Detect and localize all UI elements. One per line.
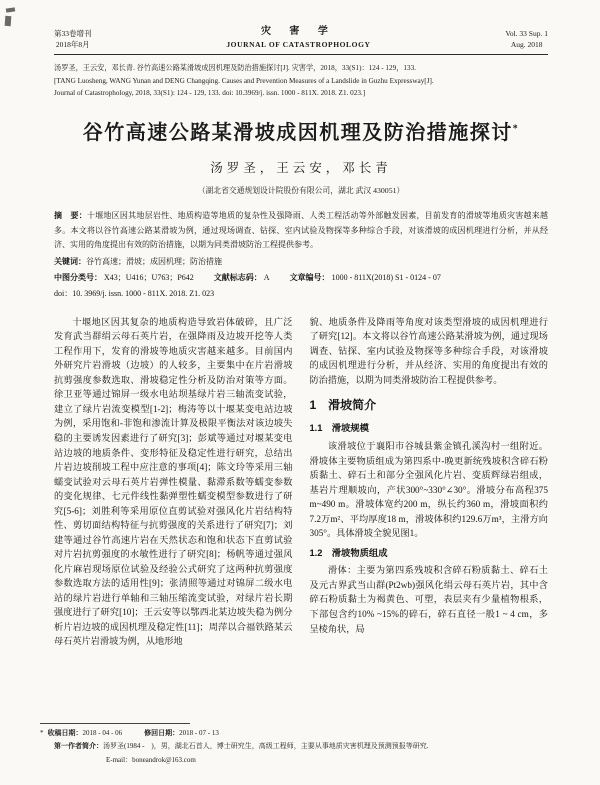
right-column bbox=[310, 315, 549, 717]
keywords-text: 谷竹高速；滑坡；成因机理；防治措施 bbox=[86, 256, 222, 266]
front-matter bbox=[54, 209, 548, 301]
article-id-value: 1000 - 811X(2018) S1 - 0124 - 07 bbox=[331, 272, 441, 282]
citation-line-en-2: Journal of Catastrophology, 2018, 33(S1): 124 - 129, 133. doi: 10.3969/j. issn. 1000 - 811X. 2018. Z1. 023.] bbox=[54, 89, 366, 97]
received-date-value: 2018 - 04 - 06 bbox=[82, 728, 123, 737]
article-title-text: 谷竹高速公路某滑坡成因机理及防治措施探讨 bbox=[82, 122, 513, 145]
email-value: boneandrok@163.com bbox=[132, 755, 196, 764]
header-rule bbox=[54, 54, 548, 55]
keywords-label: 关键词： bbox=[54, 256, 86, 266]
citation-block bbox=[54, 62, 548, 99]
footnote-author-bio bbox=[54, 740, 548, 754]
citation-line-zh: 汤罗圣，王云安，邓长青. 谷竹高速公路某滑坡成因机理及防治措施探讨[J]. 灾害学，2018，33(S1)：124 - 129，133. bbox=[54, 64, 416, 73]
date-line-zh: 2018年8月 bbox=[55, 40, 90, 49]
article-id-label: 文章编号： bbox=[289, 272, 330, 282]
keywords bbox=[54, 255, 548, 269]
footnote-email bbox=[106, 754, 548, 767]
volume-issue-block bbox=[54, 28, 92, 51]
title-footnote-mark: * bbox=[512, 123, 520, 135]
footnote-rule bbox=[40, 723, 190, 724]
journal-title-en: JOURNAL OF CATASTROPHOLOGY bbox=[226, 40, 371, 49]
body-columns bbox=[54, 315, 548, 717]
email-label: E-mail： bbox=[106, 755, 133, 764]
section-1-1-heading: 1.1 滑坡规模 bbox=[309, 423, 369, 434]
doc-code-label: 文献标志码： bbox=[213, 272, 262, 282]
footnote-asterisk: * bbox=[40, 728, 44, 737]
journal-title-zh: 灾 害 学 bbox=[260, 26, 336, 37]
volume-line: 第33卷增刊 bbox=[54, 28, 92, 38]
received-date-label: 收稿日期： bbox=[47, 729, 83, 737]
author-bio-label: 第一作者简介： bbox=[54, 743, 103, 751]
intro-paragraph-continued: 貌、地质条件及降雨等角度对该类型滑坡的成因机理进行了研究[12]。本文将以谷竹高速公路某滑坡为例，通过现场调查、钻探、室内试验及物探等多种综合手段，对该滑坡的成因机理进行分析，并从经济、实用的角度提出有效的防治措施，以期为同类滑坡防治工程提供参考。 bbox=[309, 316, 548, 385]
journal-title-block bbox=[226, 24, 370, 50]
citation-line-en-1: [TANG Luosheng, WANG Yunan and DENG Changqing. Causes and Prevention Measures of a Landslide in Guzhu Expressway[J]. bbox=[54, 76, 434, 85]
doi-line: doi：10. 3969/j. issn. 1000 - 811X. 2018. Z1. 023 bbox=[54, 289, 215, 299]
doc-code-value: A bbox=[263, 272, 270, 282]
section-1-heading: 1 滑坡简介 bbox=[309, 398, 377, 413]
revised-date-value: 2018 - 07 - 13 bbox=[179, 728, 219, 737]
article-title bbox=[54, 116, 548, 145]
volume-issue-block-en bbox=[505, 28, 548, 51]
abstract-text: 十堰地区因其地层岩性、地质构造等地质的复杂性及强降雨、人类工程活动等外部触发因素，目前发育的滑坡等地质灾害越来越多。本文将以谷竹高速公路某滑坡为例，通过现场调查、钻探、室内试验及物探等多种综合手段，对该滑坡的成因机理进行分析，并从经济、实用的角度提出有效的防治措施，以期为同类滑坡防治工程提供参考。 bbox=[54, 211, 548, 250]
revised-date-label: 修回日期： bbox=[144, 729, 180, 737]
running-head bbox=[54, 24, 548, 50]
classification-row bbox=[54, 271, 548, 285]
abstract-label: 摘 要： bbox=[54, 211, 87, 221]
authors-line: 汤罗圣，王云安，邓长青 bbox=[210, 161, 392, 176]
left-column bbox=[54, 315, 293, 717]
author-bio-value: 汤罗圣(1984 - )，男，湖北石首人，博士研究生，高级工程师，主要从事地质灾害机理及预测预报等研究. bbox=[103, 742, 429, 751]
footnote-block bbox=[40, 723, 548, 767]
material-composition-paragraph: 滑体：主要为第四系残坡积含碎石粉质黏土、碎石土及元古界武当山群(Pt2wb)强风化绢云母石英片岩，其中含碎石粉质黏土为褐黄色、可塑，表层夹有少量植物根系，下部包含约10% ~15%的碎石，碎石直径一般1 ~ 4 cm，多呈棱角状，局 bbox=[309, 565, 548, 634]
section-1-2-heading: 1.2 滑坡物质组成 bbox=[309, 547, 388, 558]
volume-line-en: Vol. 33 Sup. 1 bbox=[505, 28, 548, 38]
scan-artifact bbox=[5, 16, 12, 26]
clc-label: 中图分类号： bbox=[54, 272, 102, 282]
abstract bbox=[54, 209, 548, 252]
date-line-en: Aug. 2018 bbox=[510, 40, 543, 49]
footnote-dates bbox=[40, 727, 548, 741]
landslide-scale-paragraph: 该滑坡位于襄阳市谷城县紫金镇孔溪沟村一组附近。滑坡体主要物质组成为第四系中-晚更新统残坡积含碎石粉质黏土、碎石土和部分全强风化片岩、变质辉绿岩组成，基岩片理顺坡向，产状300°~330°∠30°。滑坡分布高程375 m~490 m。滑坡体宽约200 m，纵长约360 m，滑坡面积约7.2万m²、平均厚度18 m，滑坡体积约129.6万m³，主滑方向305°。具体滑坡全貌见图1。 bbox=[309, 441, 548, 539]
affiliation-line: （湖北省交通规划设计院股份有限公司，湖北 武汉 430051） bbox=[197, 186, 405, 196]
scan-artifact bbox=[6, 7, 15, 12]
intro-paragraph: 十堰地区因其复杂的地质构造导致岩体破碎，且广泛发育武当群绢云母石英片岩，在强降雨及边坡开挖等人类工程作用下，发育的滑坡等地质灾害越来越多。目前国内外研究片岩滑坡（边坡）的人较多，主要集中在片岩滑坡抗剪强度参数选取、滑坡稳定性分析及防治对策等方面。徐卫亚等通过锦屏一级水电站坝基绿片岩三轴流变试验，建立了绿片岩流变模型[1-2]；梅涛等以十堰某变电站边坡为例，采用饱和-非饱和渗流计算及极限平衡法对该边坡失稳的主要诱发因素进行了研究[3]；彭斌等通过对堰某变电站边坡的地质条件、变形特征及稳定性进行研究，总结出片岩边坡削坡工程中应注意的事项[4]；陈文玲等采用三轴蠕变试验对云母石英片岩弹性模量、黏滞系数等蠕变参数的变化规律、七元件线性黏弹塑性蠕变模型参数进行了研究[5-6]；刘胜利等采用原位直剪试验对强风化片岩结构特性、剪切面结构特征与抗剪强度的关系进行了研究[7]；刘建等通过谷竹高速片岩在天然状态和饱和状态下直剪试验对片岩抗剪强度的水敏性进行了研究[8]；杨帆等通过强风化片麻岩现场原位试验及经验公式研究了这两种抗剪强度参数选取方法的适用性[9]；张清照等通过对锦屏二级水电站的绿片岩进行单轴和三轴压缩流变试验，对绿片岩长期强度进行了研究[10]；王云安等以鄂西北某边坡失稳为例分析片岩边坡的成因机理及稳定性[11]；周萍以合福铁路某云母石英片岩滑坡为例，从地形地 bbox=[54, 316, 293, 647]
clc-value: X43；U416；U763；P642 bbox=[104, 272, 194, 282]
